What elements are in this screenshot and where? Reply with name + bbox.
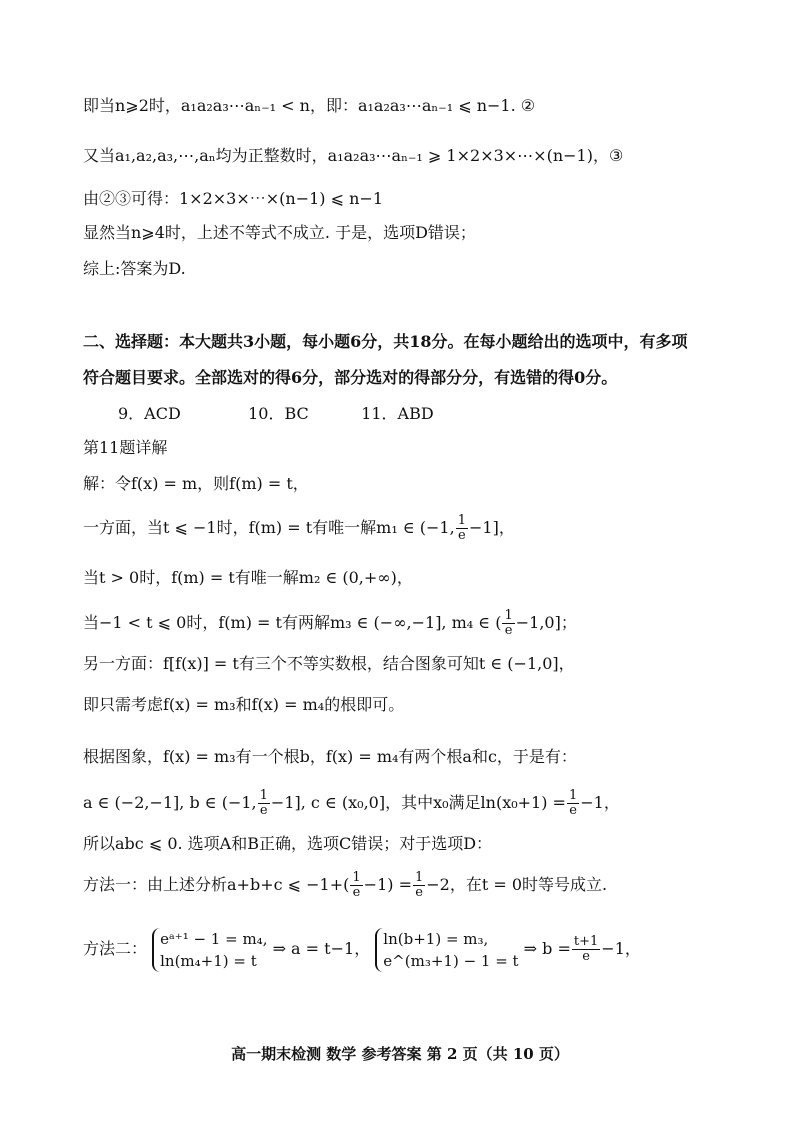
system-a-row-1: eᵃ⁺¹ − 1 = m₄,	[160, 929, 268, 948]
solution-line-6: 即只需考虑f(x) = m₃和f(x) = m₄的根即可。	[83, 695, 405, 714]
text-line-5: 综上:答案为D.	[83, 259, 186, 278]
fraction-one-over-e: $\frac{1}{e}$	[352, 870, 361, 900]
method-one-part-b: −1) =	[363, 875, 412, 894]
result-b-part-b: −1，	[601, 939, 641, 958]
text-line-1: 即当n⩾2时，a₁a₂a₃⋯aₙ₋₁ < n，即：a₁a₂a₃⋯aₙ₋₁ ⩽ n−1. ②	[83, 96, 536, 115]
equation-system-b	[375, 928, 518, 972]
method-one-part-c: −2，在t = 0时等号成立.	[426, 875, 608, 894]
system-a-row-2: ln(m₄+1) = t	[160, 951, 257, 970]
solution-line-8-part-c: −1，	[580, 793, 620, 812]
fraction-one-over-e: $\frac{1}{e}$	[414, 870, 424, 900]
solution-line-2	[83, 514, 760, 543]
detail-title: 第11题详解	[83, 438, 168, 457]
solution-line-5: 另一方面：f[f(x)] = t有三个不等实数根，结合图象可知t ∈ (−1,0]，	[83, 654, 575, 673]
answer-9: 9．ACD	[118, 404, 181, 423]
text-line-2: 又当a₁,a₂,a₃,⋯,aₙ均为正整数时，a₁a₂a₃⋯aₙ₋₁ ⩾ 1×2×3×⋯×(n−1)，③	[83, 146, 624, 165]
solution-line-10	[83, 871, 760, 900]
fraction-one-over-e: $\frac{1}{e}$	[504, 608, 513, 638]
solution-line-11	[83, 925, 760, 973]
answer-11: 11．ABD	[361, 404, 434, 423]
system-b-row-1: ln(b+1) = m₃,	[383, 929, 489, 948]
text-line-4: 显然当n⩾4时，上述不等式不成立. 于是，选项D错误；	[83, 223, 476, 242]
solution-line-2-part-a: 一方面，当t ⩽ −1时，f(m) = t有唯一解m₁ ∈ (−1,	[83, 518, 455, 537]
solution-line-4	[83, 609, 760, 638]
solution-line-8	[83, 789, 760, 818]
solution-line-3: 当t > 0时，f(m) = t有唯一解m₂ ∈ (0,+∞)，	[83, 568, 413, 587]
fraction-one-over-e: $\frac{1}{e}$	[457, 513, 466, 543]
solution-line-8-part-a: a ∈ (−2,−1], b ∈ (−1,	[83, 793, 257, 812]
solution-line-9: 所以abc ⩽ 0. 选项A和B正确，选项C错误；对于选项D：	[83, 834, 493, 853]
fraction-one-over-e: $\frac{1}{e}$	[568, 788, 578, 818]
page-footer: 高一期末检测 数学 参考答案 第 2 页（共 10 页）	[231, 1045, 569, 1063]
solution-line-4-part-b: −1,0]；	[515, 613, 577, 632]
solution-line-1: 解：令f(x) = m，则f(m) = t，	[83, 474, 309, 493]
text-line-3: 由②③可得：1×2×3×⋯×(n−1) ⩽ n−1	[83, 189, 384, 208]
fraction-t-plus-one-over-e: $\frac{t+1}{e}$	[573, 934, 599, 964]
method-one-part-a: 方法一：由上述分析a+b+c ⩽ −1+(	[83, 875, 350, 894]
result-a: ⇒ a = t−1，	[272, 939, 371, 958]
answer-10: 10．BC	[248, 404, 309, 423]
solution-line-2-part-b: −1]，	[468, 518, 515, 537]
solution-line-7: 根据图象，f(x) = m₃有一个根b，f(x) = m₄有两个根a和c，于是有：	[83, 747, 577, 766]
equation-system-a	[152, 928, 267, 972]
method-two-label: 方法二：	[83, 939, 148, 958]
section-heading-line-1: 二、选择题：本大题共3小题，每小题6分，共18分。在每小题给出的选项中，有多项	[83, 332, 688, 351]
fraction-one-over-e: $\frac{1}{e}$	[259, 788, 268, 818]
result-b-part-a: ⇒ b =	[523, 939, 571, 958]
solution-line-4-part-a: 当−1 < t ⩽ 0时，f(m) = t有两解m₃ ∈ (−∞,−1], m₄ ∈ (	[83, 613, 502, 632]
section-heading-line-2: 符合题目要求。全部选对的得6分，部分选对的得部分分，有选错的得0分。	[83, 368, 618, 387]
solution-line-8-part-b: −1], c ∈ (x₀,0]，其中x₀满足ln(x₀+1) =	[270, 793, 566, 812]
answer-key-row	[118, 403, 760, 425]
system-b-row-2: e^(m₃+1) − 1 = t	[383, 951, 519, 970]
